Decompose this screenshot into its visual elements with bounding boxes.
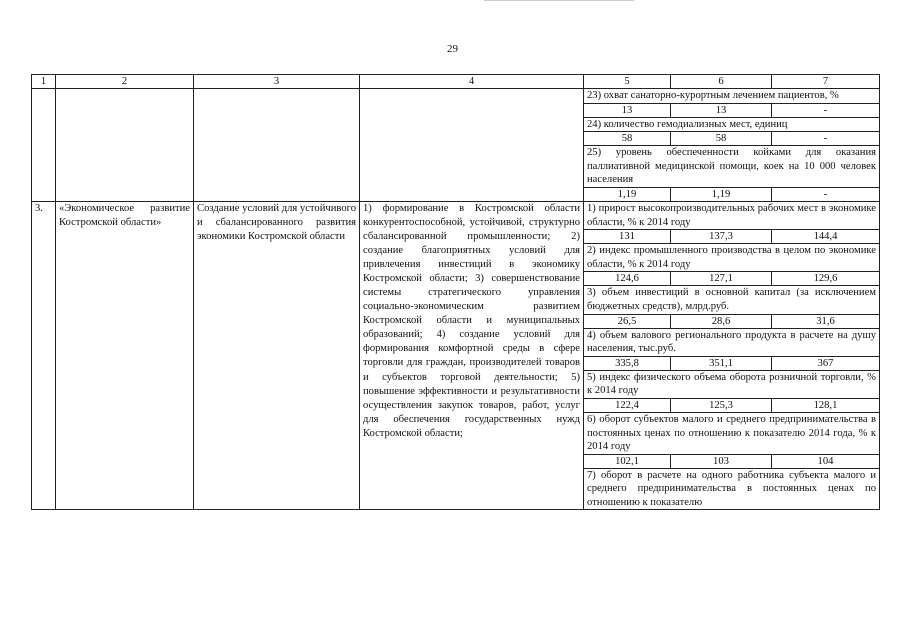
indicator-block bbox=[584, 202, 879, 244]
value-col-7: - bbox=[823, 188, 828, 200]
header-col-3: 3 bbox=[194, 75, 360, 89]
indicator-values bbox=[584, 271, 879, 285]
header-col-6: 6 bbox=[671, 75, 772, 88]
value-col-6: 1,19 bbox=[671, 188, 772, 201]
indicator-block bbox=[584, 118, 879, 147]
row-number: 3. bbox=[32, 201, 56, 510]
scan-top-rule bbox=[484, 0, 634, 1]
indicator-block bbox=[584, 371, 879, 413]
program-table bbox=[31, 74, 880, 510]
value-col-6: 13 bbox=[671, 104, 772, 117]
value-col-6: 127,1 bbox=[671, 272, 772, 285]
indicator-text: 24) количество гемодиализных мест, единиц bbox=[587, 118, 788, 130]
cell-empty-tasks bbox=[360, 89, 584, 202]
header-col-7: 7 bbox=[822, 76, 829, 87]
value-col-7: 367 bbox=[817, 357, 834, 369]
indicator-block bbox=[584, 146, 879, 201]
program-name: «Экономическое развитие Костромской области» bbox=[56, 201, 194, 510]
indicator-text: 23) охват санаторно-курортным лечением пациентов, % bbox=[587, 90, 839, 101]
table-row-3 bbox=[32, 201, 880, 510]
indicator-values bbox=[584, 454, 879, 468]
value-col-6: 58 bbox=[671, 132, 772, 145]
indicator-block bbox=[584, 286, 879, 328]
indicator-text: 1) прирост высокопроизводительных рабочих мест в экономике области, % к 2014 году bbox=[587, 202, 876, 228]
value-col-6: 137,3 bbox=[671, 230, 772, 243]
value-col-7: 104 bbox=[817, 455, 834, 467]
indicator-block bbox=[584, 469, 879, 510]
indicator-values bbox=[584, 103, 879, 117]
value-col-7: 129,6 bbox=[813, 273, 838, 285]
value-col-5: 102,1 bbox=[584, 455, 671, 468]
page-number: 29 bbox=[447, 43, 458, 55]
indicator-block bbox=[584, 413, 879, 469]
header-col-5: 5 bbox=[584, 75, 671, 88]
indicator-values bbox=[584, 314, 879, 328]
value-col-5: 1,19 bbox=[584, 188, 671, 201]
value-col-6: 28,6 bbox=[671, 315, 772, 328]
indicator-values bbox=[584, 356, 879, 370]
indicator-text: 2) индекс промышленного производства в целом по экономике области, % к 2014 году bbox=[587, 245, 876, 270]
table-row-continuation bbox=[32, 89, 880, 202]
indicator-block bbox=[584, 89, 879, 118]
continuation-indicators bbox=[584, 89, 880, 202]
value-col-5: 26,5 bbox=[584, 315, 671, 328]
value-col-7: - bbox=[823, 133, 828, 145]
header-col-1: 1 bbox=[32, 75, 56, 89]
indicator-values bbox=[584, 187, 879, 201]
indicator-values bbox=[584, 229, 879, 243]
header-cols-5-7 bbox=[584, 75, 880, 89]
program-indicators bbox=[584, 201, 880, 510]
cell-empty-name bbox=[56, 89, 194, 202]
indicator-text: 7) оборот в расчете на одного работника субъекта малого и среднего предпринимательства в постоянных ценах по отношению к показателю bbox=[587, 469, 876, 508]
value-col-6: 125,3 bbox=[671, 399, 772, 412]
indicator-block bbox=[584, 329, 879, 371]
value-col-5: 122,4 bbox=[584, 399, 671, 412]
indicator-values bbox=[584, 131, 879, 145]
program-tasks: 1) формирование в Костромской области конкурентоспособной, устойчивой, структурно сбалансированной промышленности; 2) создание благоприятных условий для привлечения инвестиций в экономику Костромской области; 3) совершенствование системы стратегического управления социально-экономическим развитием Костромской области и муниципальных образований; 4) создание условий для формирования комфортной среды в сфере торговли для граждан, производителей товаров и субъектов торговой деятельности; 5) повышение эффективности и результативности осуществления закупок товаров, работ, услуг для обеспечения государственных нужд Костромской области; bbox=[360, 201, 584, 510]
indicator-text: 4) объем валового регионального продукта в расчете на душу населения, тыс.руб. bbox=[587, 329, 876, 355]
value-col-7: 144,4 bbox=[813, 231, 838, 243]
indicator-text: 25) уровень обеспеченности койками для оказания паллиативной медицинской помощи, коек на 10 000 человек населения bbox=[587, 147, 876, 186]
header-col-2: 2 bbox=[56, 75, 194, 89]
table-header-row bbox=[32, 75, 880, 89]
cell-empty-num bbox=[32, 89, 56, 202]
value-col-7: 128,1 bbox=[813, 399, 838, 411]
value-col-5: 131 bbox=[584, 230, 671, 243]
value-col-5: 58 bbox=[584, 132, 671, 145]
program-goal: Создание условий для устойчивого и сбалансированного развития экономики Костромской области bbox=[194, 201, 360, 510]
value-col-5: 124,6 bbox=[584, 272, 671, 285]
indicator-text: 3) объем инвестиций в основной капитал (за исключением бюджетных средств), млрд.руб. bbox=[587, 287, 876, 312]
indicator-text: 5) индекс физического объема оборота розничной торговли, % к 2014 году bbox=[587, 371, 876, 397]
value-col-5: 335,8 bbox=[584, 357, 671, 370]
value-col-6: 103 bbox=[671, 455, 772, 468]
cell-empty-goal bbox=[194, 89, 360, 202]
value-col-5: 13 bbox=[584, 104, 671, 117]
value-col-7: - bbox=[823, 104, 828, 116]
indicator-text: 6) оборот субъектов малого и среднего предпринимательства в постоянных ценах по отношению к показателю 2014 года, % к 2014 году bbox=[587, 413, 876, 453]
value-col-7: 31,6 bbox=[816, 315, 835, 327]
indicator-block bbox=[584, 244, 879, 286]
value-col-6: 351,1 bbox=[671, 357, 772, 370]
header-col-4: 4 bbox=[360, 75, 584, 89]
indicator-values bbox=[584, 398, 879, 412]
